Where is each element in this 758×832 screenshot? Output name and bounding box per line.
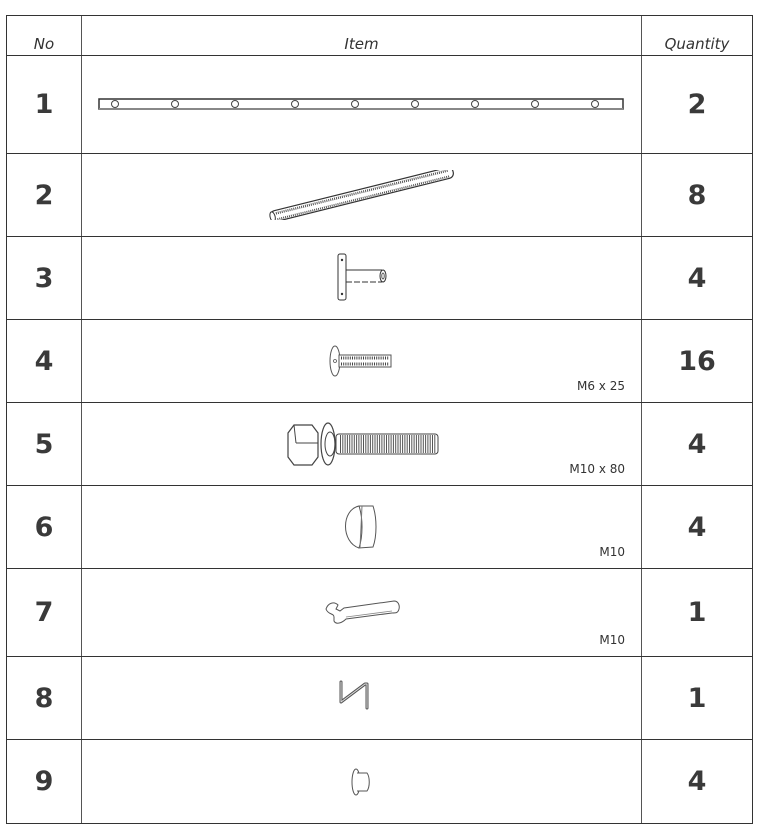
table-row	[7, 403, 752, 486]
table-row	[7, 569, 752, 657]
header-no: No	[7, 16, 82, 55]
allen-key-icon	[337, 678, 387, 718]
quantity: 16	[678, 345, 716, 377]
quantity: 4	[687, 428, 707, 460]
hex-bolt-with-washer-icon	[282, 419, 442, 469]
header-quantity: Quantity	[664, 34, 730, 53]
parts-table	[6, 15, 753, 824]
table-row	[7, 486, 752, 569]
part-spec: M6 x 25	[577, 379, 625, 393]
quantity: 8	[687, 179, 707, 211]
part-spec: M10	[599, 545, 625, 559]
header-item: Item	[82, 16, 642, 55]
table-row	[7, 154, 752, 237]
row-number: 5	[7, 403, 82, 485]
t-bracket-icon	[332, 252, 392, 304]
table-row	[7, 740, 752, 823]
row-number: 7	[7, 569, 82, 656]
open-end-wrench-icon	[322, 595, 402, 631]
end-cap-icon	[347, 765, 377, 799]
row-number: 1	[7, 56, 82, 153]
quantity: 4	[687, 262, 707, 294]
part-spec: M10	[599, 633, 625, 647]
table-row	[7, 657, 752, 740]
table-row	[7, 56, 752, 154]
quantity: 4	[687, 766, 707, 797]
part-spec: M10 x 80	[569, 462, 625, 476]
table-row	[7, 237, 752, 320]
countersunk-bolt-icon	[327, 343, 397, 379]
row-number: 2	[7, 154, 82, 236]
row-number: 8	[7, 657, 82, 739]
row-number: 4	[7, 320, 82, 402]
table-header	[7, 16, 752, 56]
table-row	[7, 320, 752, 403]
knurled-rod-icon	[262, 170, 462, 220]
quantity: 1	[687, 682, 707, 714]
row-number: 6	[7, 486, 82, 568]
row-number: 3	[7, 237, 82, 319]
cap-nut-icon	[337, 502, 387, 552]
rail-with-holes-icon	[97, 97, 627, 113]
quantity: 2	[687, 89, 707, 120]
row-number: 9	[7, 740, 82, 823]
quantity: 1	[687, 597, 707, 628]
quantity: 4	[687, 511, 707, 543]
